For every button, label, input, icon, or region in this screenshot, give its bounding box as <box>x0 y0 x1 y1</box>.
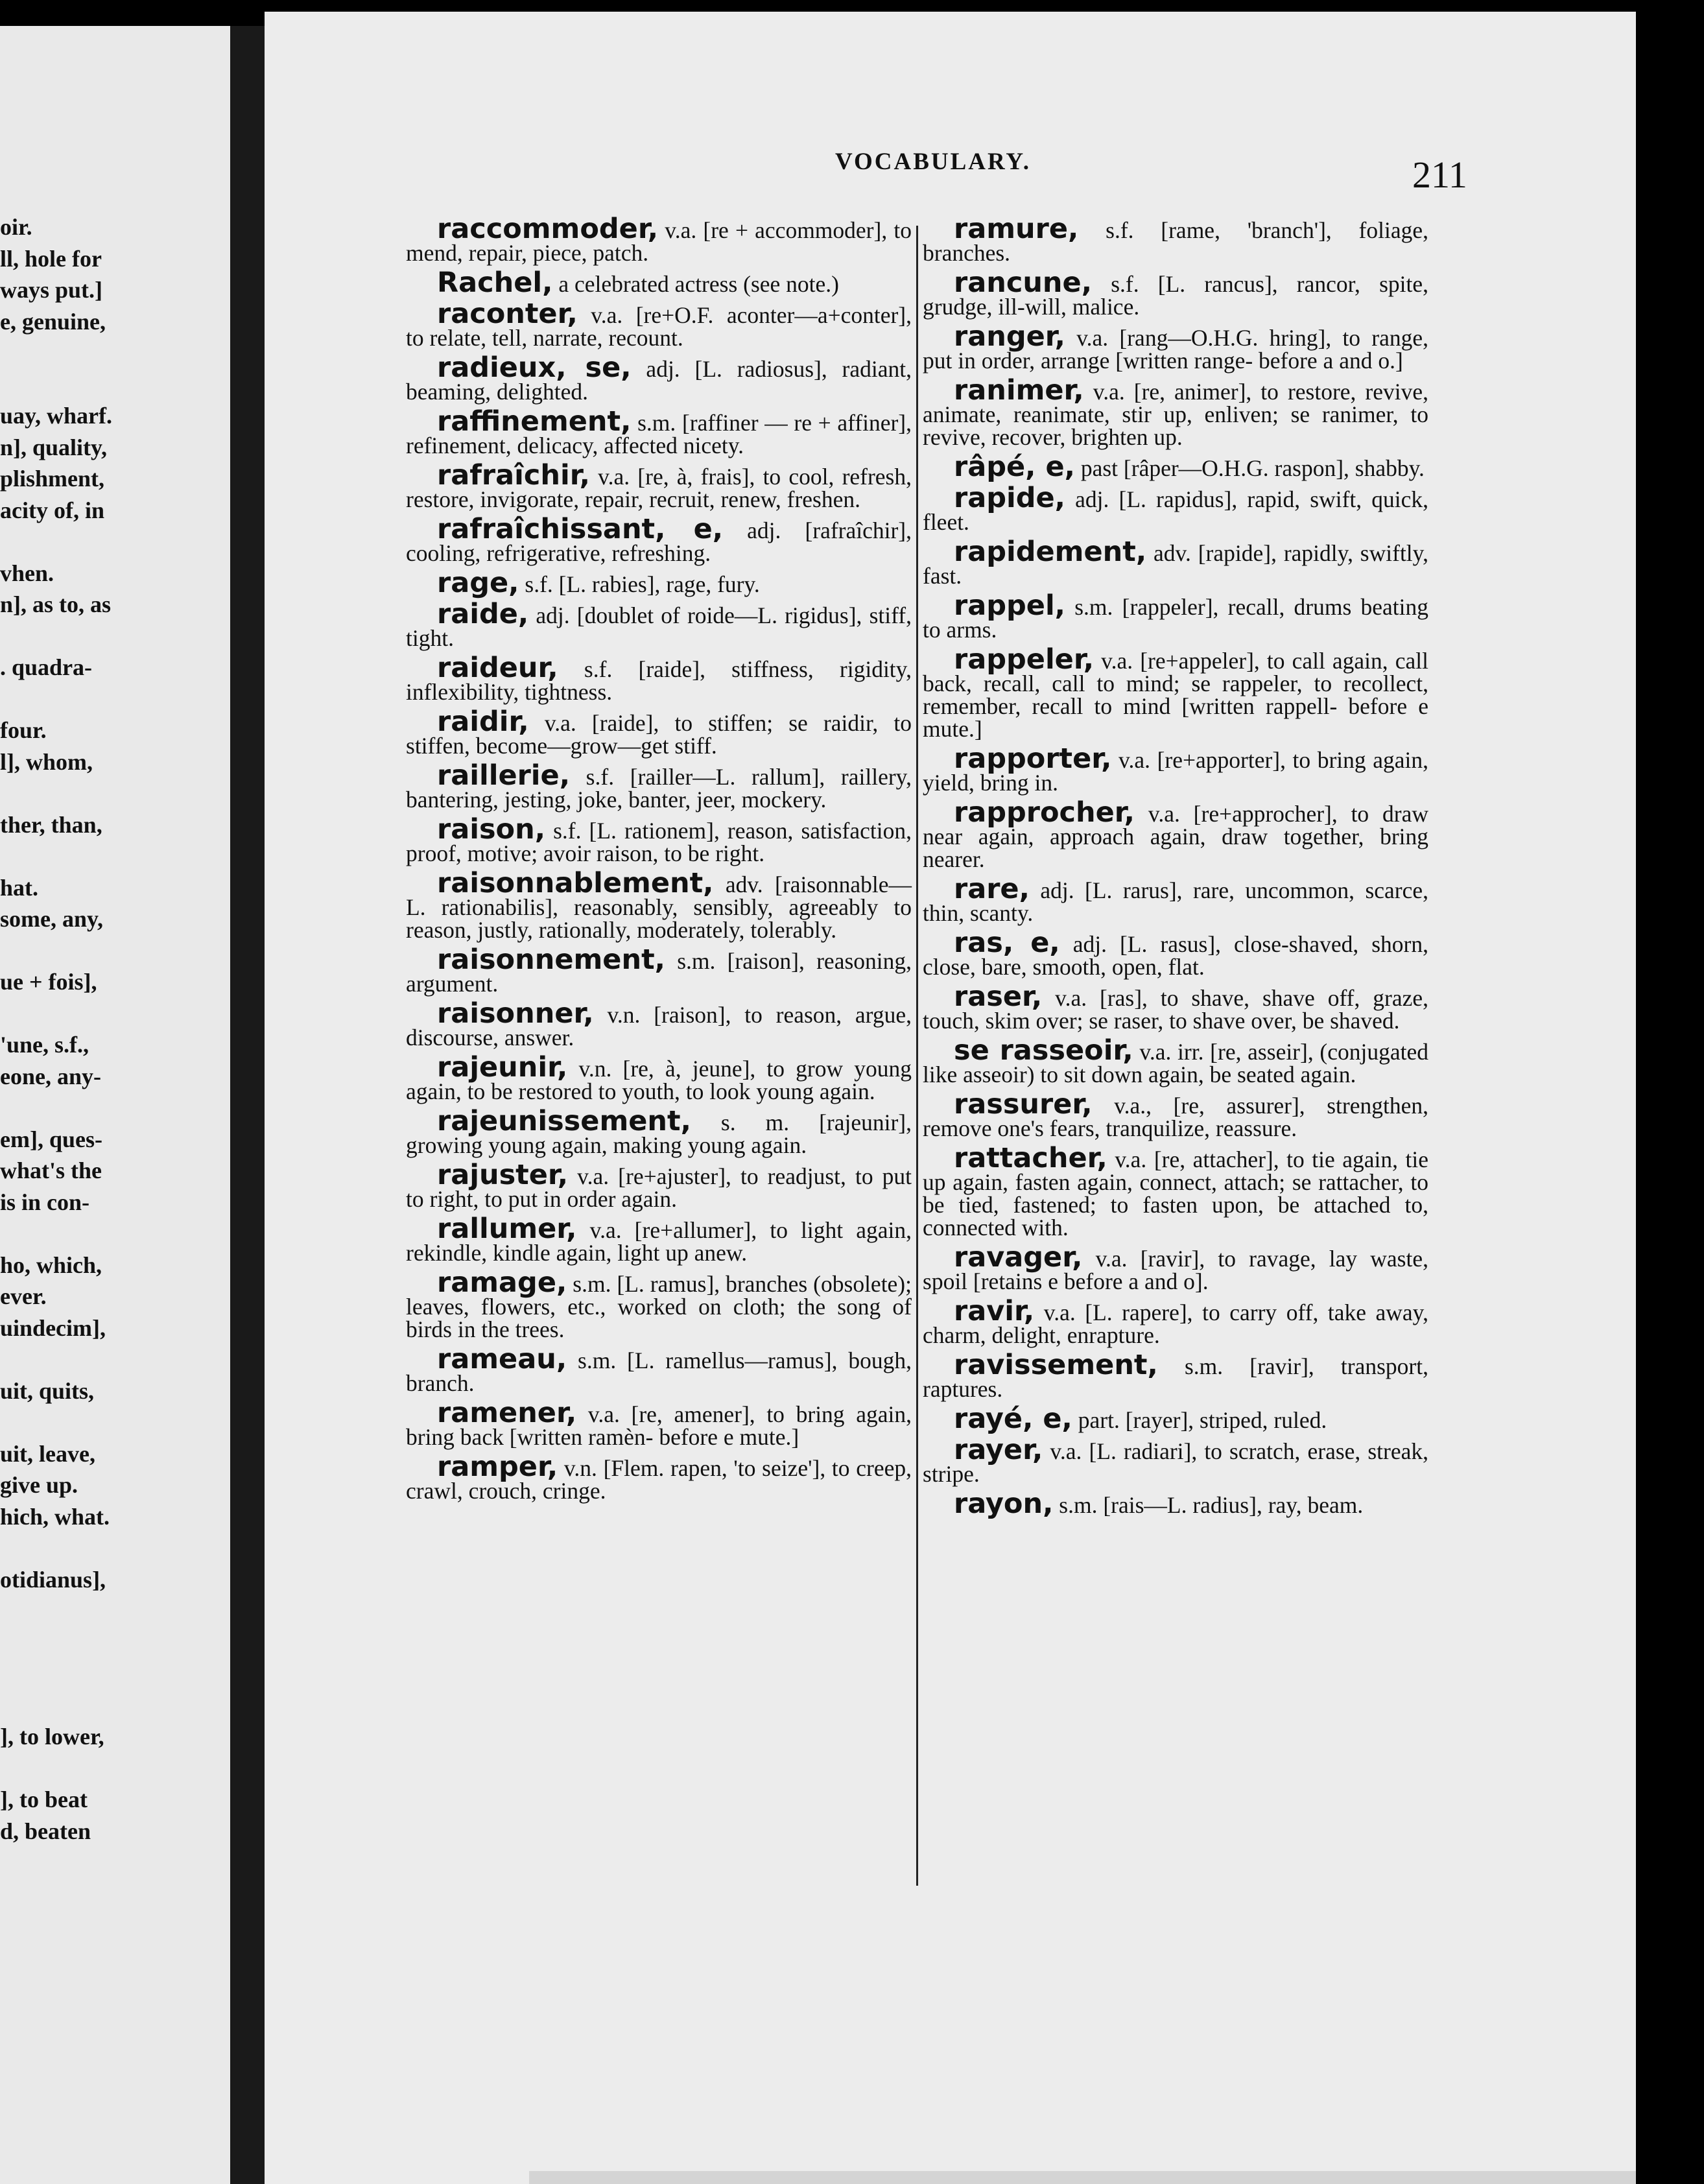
entry-headword: ravager, <box>954 1241 1083 1274</box>
dictionary-entry <box>923 980 1428 1034</box>
entry-definition: adj. [rafraîchir], cooling, refrigerative, refreshing. <box>406 517 912 566</box>
entry-definition: v.a. [re+apporter], to bring again, yield, bring in. <box>923 747 1428 796</box>
dictionary-entry <box>406 1159 912 1212</box>
entry-definition: adj. [doublet of roide—L. rigidus], stiff, tight. <box>406 602 912 651</box>
entry-headword: rassurer, <box>954 1088 1093 1121</box>
dictionary-entry <box>923 796 1428 872</box>
entry-headword: rapidement, <box>954 536 1147 568</box>
entry-definition: s.f. [L. rationem], reason, satisfaction, proof, motive; avoir raison, to be right. <box>406 818 912 866</box>
entry-headword: rancune, <box>954 267 1093 299</box>
entry-headword: rayé, e, <box>954 1403 1072 1435</box>
entry-definition: a celebrated actress (see note.) <box>552 271 839 297</box>
entry-definition: v.a. [rang—O.H.G. hring], to range, put in order, arrange [written range- before a and o.] <box>923 325 1428 374</box>
entry-headword: raconter, <box>437 298 578 330</box>
entry-headword: rajuster, <box>437 1159 569 1191</box>
left-page-fragment: otidianus], <box>0 1566 106 1593</box>
entry-definition: part. [rayer], striped, ruled. <box>1072 1407 1327 1433</box>
dictionary-entry <box>923 1241 1428 1294</box>
dictionary-entry <box>406 351 912 405</box>
left-page-fragment: d, beaten <box>0 1818 91 1844</box>
entry-definition: v.a. [re+ajuster], to readjust, to put to right, to put in order again. <box>406 1163 912 1212</box>
entry-headword: rallumer, <box>437 1213 577 1245</box>
entry-definition: s.f. [L. rancus], rancor, spite, grudge, ill-will, malice. <box>923 271 1428 320</box>
dictionary-entry <box>406 1343 912 1396</box>
entry-definition: v.a., [re, assurer], strengthen, remove one's fears, tranquilize, reassure. <box>923 1093 1428 1141</box>
dictionary-entry <box>406 1451 912 1504</box>
entry-headword: raidir, <box>437 706 529 738</box>
left-page-fragment: hich, what. <box>0 1503 110 1530</box>
dictionary-entry <box>923 482 1428 535</box>
left-page-fragment: 'une, s.f., <box>0 1032 89 1058</box>
left-page-fragment: ho, which, <box>0 1252 102 1278</box>
entry-definition: v.a. [L. rapere], to carry off, take away, charm, delight, enrapture. <box>923 1300 1428 1348</box>
entry-definition: v.a. irr. [re, asseir], (conjugated like asseoir) to sit down again, be seated again. <box>923 1039 1428 1087</box>
entry-definition: v.a. [re+O.F. aconter—a+conter], to relate, tell, narrate, recount. <box>406 302 912 351</box>
left-page-fragment: ll, hole for <box>0 245 102 272</box>
column-divider <box>916 226 918 1886</box>
entry-headword: rajeunissement, <box>437 1105 691 1137</box>
entry-headword: ras, e, <box>954 927 1060 959</box>
entry-definition: adj. [L. rarus], rare, uncommon, scarce, thin, scanty. <box>923 877 1428 926</box>
entry-definition: s.m. [raison], reasoning, argument. <box>406 948 912 997</box>
entry-headword: rameau, <box>437 1343 567 1375</box>
dictionary-entry <box>923 873 1428 926</box>
left-page-fragment: ], to beat <box>0 1786 88 1812</box>
entry-definition: s.m. [L. ramus], branches (obsolete); leaves, flowers, etc., worked on cloth; the song of birds in the trees. <box>406 1271 912 1342</box>
left-page-fragment: hat. <box>0 874 39 901</box>
dictionary-entry <box>923 1349 1428 1402</box>
entry-definition: v.n. [raison], to reason, argue, discourse, answer. <box>406 1002 912 1050</box>
entry-definition: v.a. [ravir], to ravage, lay waste, spoil [retains e before a and o]. <box>923 1246 1428 1294</box>
dictionary-entry <box>406 405 912 458</box>
entry-definition: s.m. [ravir], transport, raptures. <box>923 1353 1428 1402</box>
dictionary-entry <box>923 1295 1428 1348</box>
entry-headword: rapporter, <box>954 742 1112 775</box>
dictionary-entry <box>406 213 912 266</box>
page-edge-shadow <box>1636 0 1704 2184</box>
entry-headword: rattacher, <box>954 1142 1107 1174</box>
entry-headword: ramage, <box>437 1266 567 1299</box>
entry-headword: raide, <box>437 598 529 630</box>
entry-headword: raccommoder, <box>437 213 659 245</box>
dictionary-entry <box>406 1266 912 1342</box>
entry-definition: v.a. [ras], to shave, shave off, graze, touch, skim over; se raser, to shave over, be shaved. <box>923 985 1428 1034</box>
left-page-fragment: ue + fois], <box>0 969 97 995</box>
dictionary-entry <box>923 1434 1428 1487</box>
dictionary-entry <box>406 459 912 512</box>
left-page-fragment: em], ques- <box>0 1126 102 1152</box>
left-page-fragment: uindecim], <box>0 1314 106 1341</box>
entry-headword: raisonnement, <box>437 944 665 976</box>
left-page-fragment: four. <box>0 717 47 743</box>
dictionary-entry <box>406 813 912 866</box>
entry-headword: rappel, <box>954 589 1066 622</box>
dictionary-entry <box>406 997 912 1050</box>
left-page-fragment: l], whom, <box>0 748 93 775</box>
left-page-fragment: give up. <box>0 1472 78 1498</box>
entry-definition: s. m. [rajeunir], growing young again, making young again. <box>406 1110 912 1158</box>
entry-headword: rayer, <box>954 1434 1043 1466</box>
dictionary-entry <box>406 567 912 599</box>
entry-headword: ramper, <box>437 1451 558 1483</box>
left-column <box>406 213 912 1510</box>
entry-definition: v.a. [re+allumer], to light again, rekindle, kindle again, light up anew. <box>406 1217 912 1266</box>
dictionary-entry <box>406 267 912 299</box>
entry-definition: v.a. [raide], to stiffen; se raidir, to stiffen, become—grow—get stiff. <box>406 710 912 759</box>
left-page-fragment: uit, quits, <box>0 1377 95 1404</box>
dictionary-entry <box>923 267 1428 320</box>
entry-definition: adv. [raisonnable—L. rationabilis], reasonably, sensibly, agreeably to reason, justly, rationally, moderately, tolerably. <box>406 872 912 943</box>
entry-headword: rare, <box>954 873 1030 905</box>
page-number: 211 <box>1412 154 1467 196</box>
entry-definition: v.a. [re, animer], to restore, revive, animate, reanimate, stir up, enliven; se ranimer, to revive, recover, brighten up. <box>923 379 1428 450</box>
entry-headword: raison, <box>437 813 546 846</box>
entry-definition: v.n. [re, à, jeune], to grow young again, to be restored to youth, to look young again. <box>406 1056 912 1104</box>
entry-headword: ranger, <box>954 320 1065 353</box>
dictionary-entry <box>406 1397 912 1450</box>
entry-definition: s.m. [L. ramellus—ramus], bough, branch. <box>406 1347 912 1396</box>
entry-headword: ravir, <box>954 1295 1035 1327</box>
dictionary-entry <box>406 944 912 997</box>
entry-headword: raser, <box>954 980 1043 1013</box>
entry-headword: rafraîchir, <box>437 459 590 492</box>
dictionary-entry <box>406 1213 912 1266</box>
entry-definition: adj. [L. rasus], close-shaved, shorn, close, bare, smooth, open, flat. <box>923 931 1428 980</box>
entry-definition: adj. [L. rapidus], rapid, swift, quick, fleet. <box>923 486 1428 535</box>
dictionary-entry <box>923 451 1428 483</box>
left-page-fragment: is in con- <box>0 1189 90 1215</box>
dictionary-entry <box>923 1142 1428 1240</box>
dictionary-entry <box>923 1403 1428 1435</box>
dictionary-entry <box>406 759 912 813</box>
dictionary-entry <box>923 536 1428 589</box>
entry-headword: rage, <box>437 567 519 599</box>
left-page-fragment: e, genuine, <box>0 308 106 335</box>
page-header-title: VOCABULARY. <box>835 148 1031 175</box>
entry-definition: past [râper—O.H.G. raspon], shabby. <box>1074 455 1425 481</box>
book-gutter <box>230 26 266 2184</box>
entry-headword: rapprocher, <box>954 796 1135 829</box>
left-page-fragment: what's the <box>0 1157 102 1183</box>
dictionary-entry <box>923 589 1428 643</box>
dictionary-entry <box>923 643 1428 742</box>
entry-definition: adv. [rapide], rapidly, swiftly, fast. <box>923 540 1428 589</box>
right-column <box>923 213 1428 1524</box>
left-page-fragment: ways put.] <box>0 277 103 303</box>
dictionary-entry <box>406 1051 912 1104</box>
entry-definition: v.a. [re, amener], to bring again, bring back [written ramèn- before e mute.] <box>406 1401 912 1450</box>
left-page <box>0 26 230 2184</box>
entry-definition: s.f. [railler—L. rallum], raillery, bantering, jesting, joke, banter, jeer, mockery. <box>406 764 912 813</box>
left-page-fragment: oir. <box>0 214 32 240</box>
entry-headword: râpé, e, <box>954 451 1075 483</box>
dictionary-entry <box>406 706 912 759</box>
left-page-fragment: acity of, in <box>0 497 104 523</box>
dictionary-entry <box>923 1088 1428 1141</box>
left-page-fragment: uit, leave, <box>0 1440 95 1467</box>
entry-headword: Rachel, <box>437 267 553 299</box>
entry-headword: rafraîchissant, e, <box>437 513 724 545</box>
left-page-fragment: ever. <box>0 1283 47 1309</box>
entry-headword: raideur, <box>437 652 558 684</box>
entry-headword: se rasseoir, <box>954 1034 1133 1067</box>
dictionary-entry <box>923 742 1428 796</box>
left-page-fragment: vhen. <box>0 560 54 586</box>
entry-definition: v.a. [L. radiari], to scratch, erase, streak, stripe. <box>923 1438 1428 1487</box>
entry-definition: s.m. [rappeler], recall, drums beating to arms. <box>923 594 1428 643</box>
entry-headword: raisonnablement, <box>437 867 714 899</box>
dictionary-entry <box>923 213 1428 266</box>
entry-definition: s.f. [L. rabies], rage, fury. <box>519 571 760 597</box>
dictionary-entry <box>923 1488 1428 1520</box>
entry-headword: rajeunir, <box>437 1051 568 1084</box>
dictionary-entry <box>923 1034 1428 1087</box>
entry-definition: v.n. [Flem. rapen, 'to seize'], to creep, crawl, crouch, cringe. <box>406 1455 912 1504</box>
entry-definition: s.m. [raffiner — re + affiner], refinement, delicacy, affected nicety. <box>406 410 912 458</box>
left-page-fragment: uay, wharf. <box>0 403 113 429</box>
entry-headword: rapide, <box>954 482 1066 514</box>
dictionary-entry <box>923 374 1428 450</box>
entry-headword: rappeler, <box>954 643 1095 676</box>
entry-headword: ravissement, <box>954 1349 1158 1381</box>
entry-definition: v.a. [re+appeler], to call again, call back, recall, call to mind; se rappeler, to recollect, remember, recall to mind [written rappell- before e mute.] <box>923 648 1428 742</box>
entry-definition: v.a. [re, à, frais], to cool, refresh, restore, invigorate, repair, recruit, renew, freshen. <box>406 464 912 512</box>
vocabulary-page <box>265 12 1636 2184</box>
left-page-fragment: plishment, <box>0 466 105 492</box>
entry-definition: adj. [L. radiosus], radiant, beaming, delighted. <box>406 356 912 405</box>
dictionary-entry <box>923 927 1428 980</box>
entry-headword: rayon, <box>954 1488 1054 1520</box>
left-page-fragment: some, any, <box>0 906 104 932</box>
entry-headword: ramener, <box>437 1397 577 1429</box>
entry-headword: raillerie, <box>437 759 571 792</box>
entry-definition: s.m. [rais—L. radius], ray, beam. <box>1053 1492 1364 1518</box>
left-page-fragment: n], quality, <box>0 434 108 460</box>
dictionary-entry <box>406 867 912 943</box>
entry-definition: v.a. [re+approcher], to draw near again, approach again, draw together, bring nearer. <box>923 801 1428 872</box>
entry-headword: ramure, <box>954 213 1079 245</box>
page-bottom-edge <box>529 2171 1636 2184</box>
entry-headword: raisonner, <box>437 997 594 1030</box>
entry-definition: s.f. [raide], stiffness, rigidity, inflexibility, tightness. <box>406 656 912 705</box>
entry-headword: ranimer, <box>954 374 1084 407</box>
entry-headword: raffinement, <box>437 405 632 438</box>
dictionary-entry <box>406 513 912 566</box>
left-page-fragment: ther, than, <box>0 811 102 838</box>
left-page-fragment: . quadra- <box>0 654 93 680</box>
left-page-fragment: ], to lower, <box>0 1724 104 1750</box>
dictionary-entry <box>406 598 912 651</box>
entry-definition: v.a. [re + accommoder], to mend, repair, piece, patch. <box>406 217 912 266</box>
dictionary-entry <box>406 298 912 351</box>
entry-headword: radieux, se, <box>437 351 632 384</box>
entry-definition: s.f. [rame, 'branch'], foliage, branches. <box>923 217 1428 266</box>
dictionary-entry <box>923 320 1428 374</box>
left-page-fragment: eone, any- <box>0 1063 101 1089</box>
entry-definition: v.a. [re, attacher], to tie again, tie up again, fasten again, connect, attach; se rattacher, to be tied, fastened; to fasten upon, be attached to, connected with. <box>923 1146 1428 1240</box>
dictionary-entry <box>406 652 912 705</box>
dictionary-entry <box>406 1105 912 1158</box>
left-page-fragment: n], as to, as <box>0 591 112 617</box>
